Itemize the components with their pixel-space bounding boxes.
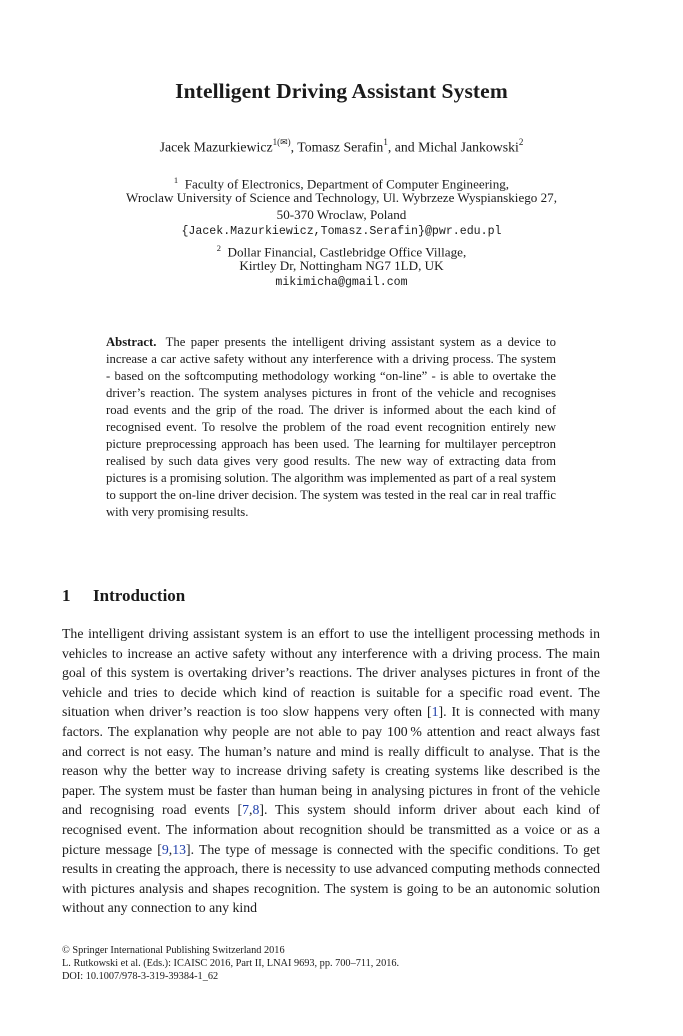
citation-link[interactable]: 1 — [431, 704, 439, 720]
affiliation-line — [0, 172, 683, 192]
author-affiliation-mark: 1 — [383, 137, 388, 147]
author-list — [0, 138, 683, 156]
body-paragraph — [62, 624, 600, 918]
citation-link[interactable]: 13 — [172, 841, 187, 857]
abstract-text: The paper presents the intelligent driving assistant system as a device to increase a car active safety without any interference with a driving process. The system - based on the softcomputing methodology working “on-line” - is able to overtake the driver’s reaction. The system analyses pictures in front of the vehicle and recognises road events and the grip of the road. The driver is informed about the each kind of recognised event. To resolve the problem of the road event recognition entirely new picture preprocessing approach has been used. The learning for multilayer perceptron realised by such data gives very good results. The new way of extracting data from pictures is a promising solution. The algorithm was implemented as part of a real system to support the on-line driver decision. The system was tested in the real car in real traffic with very promising results. — [106, 335, 556, 519]
author-affiliation-mark: 2 — [518, 137, 524, 147]
body-text: ]. This system should inform driver about each kind of recognised event. The information about recognition should be transmitted as a voice or as a picture message [ — [62, 802, 600, 857]
doi-line: DOI: 10.1007/978-3-319-39384-1_62 — [62, 971, 219, 982]
affiliation-mark: 2 — [216, 243, 221, 253]
section-heading — [62, 586, 185, 606]
section-number: 1 — [62, 586, 71, 605]
publication-footer — [62, 944, 622, 983]
affiliation-block — [0, 172, 683, 291]
author-separator: , — [290, 139, 298, 155]
citation-link[interactable]: 9 — [161, 841, 169, 857]
body-text: , — [249, 802, 253, 818]
affiliation-line: 50-370 Wroclaw, Poland — [276, 207, 407, 222]
body-text: ]. The type of message is connected with the specific conditions. To get results in creating the approach, there is necessity to use advanced computing methods connected with pictures analysis and shapes recognition. The system is going to be an autonomic solution without any connection to any kind — [62, 841, 600, 916]
author-name: Tomasz Serafin — [297, 139, 384, 155]
abstract-heading: Abstract. — [106, 335, 157, 349]
citation-link[interactable]: 7 — [242, 802, 249, 818]
affiliation-mark: 1 — [173, 175, 179, 185]
body-text: The intelligent driving assistant system is an effort to use the intelligent processing methods in vehicles to increase an active safety without any interference with a driving process. The main goal of this system is overtaking driver’s reactions. The driver analyses pictures in front of the vehicle and tries to decide which kind of reaction is suitable for a specific road event. The situation when driver’s reaction is too slow happens very often [ — [62, 626, 600, 720]
author-separator: , and — [387, 139, 419, 155]
body-text: , — [168, 841, 173, 857]
author-name: Jacek Mazurkiewicz — [159, 139, 273, 155]
copyright-line: © Springer International Publishing Switzerland 2016 — [62, 945, 285, 956]
section-title: Introduction — [93, 586, 186, 605]
affiliation-email: {Jacek.Mazurkiewicz,Tomasz.Serafin}@pwr.edu.pl — [181, 225, 502, 238]
proceedings-line: L. Rutkowski et al. (Eds.): ICAISC 2016, Part II, LNAI 9693, pp. 700–711, 2016. — [62, 958, 400, 969]
affiliation-line — [0, 240, 683, 260]
abstract — [106, 334, 556, 521]
affiliation-text: Faculty of Electronics, Department of Computer Engineering, — [184, 176, 510, 192]
author-name: Michal Jankowski — [418, 139, 519, 155]
author-affiliation-mark: 1(✉) — [272, 137, 291, 147]
affiliation-email: mikimicha@gmail.com — [275, 276, 408, 289]
affiliation-line: Wroclaw University of Science and Technology, Ul. Wybrzeze Wyspianskiego 27, — [125, 190, 557, 205]
citation-link[interactable]: 8 — [252, 802, 260, 818]
affiliation-text: Dollar Financial, Castlebridge Office Village, — [227, 244, 467, 260]
affiliation-line: Kirtley Dr, Nottingham NG7 1LD, UK — [239, 258, 444, 273]
paper-title: Intelligent Driving Assistant System — [175, 79, 508, 103]
body-text: ]. It is connected with many factors. The explanation why people are not able to pay 100 % attention and react always fast and correct is not easy. The human’s nature and mind is really difficult to analyse. That is the reason why the better way to increase driving safety is creating systems like described is the paper. The system must be faster than human being in analysing pictures in front of the vehicle and recognising road events [ — [62, 704, 600, 818]
